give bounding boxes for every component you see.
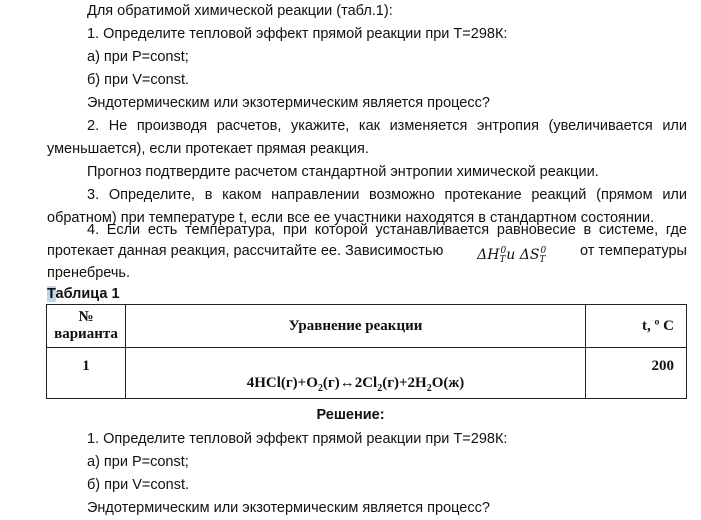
- question-4-text-a: протекает данная реакция, рассчитайте ее. Зависимостью: [47, 243, 444, 259]
- delta-h-s-formula: $\Delta H_T^0и$ $\Delta S_T^0$: [477, 246, 547, 265]
- table-caption: Таблица 1: [47, 286, 120, 302]
- text-cursor-highlight[interactable]: Т: [47, 286, 56, 302]
- question-1b: б) при V=const.: [87, 72, 190, 88]
- question-1: 1. Определите тепловой эффект прямой реакции при Т=298К:: [87, 26, 508, 42]
- question-4-line-3: пренебречь.: [47, 265, 130, 281]
- header-temperature: t, º С: [586, 305, 687, 348]
- question-1c: Эндотермическим или экзотермическим является процесс?: [87, 95, 490, 111]
- header-equation: Уравнение реакции: [126, 305, 586, 348]
- solution-question-1: 1. Определите тепловой эффект прямой реакции при Т=298К:: [87, 431, 508, 447]
- cell-variant: 1: [47, 348, 126, 399]
- question-2-forecast: Прогноз подтвердите расчетом стандартной энтропии химической реакции.: [87, 164, 599, 180]
- question-2-line-2: уменьшается), если протекает прямая реакция.: [47, 141, 369, 157]
- question-3-line-2: обратном) при температуре t, если все ее участники находятся в стандартном состоянии.: [47, 210, 655, 226]
- solution-heading: Решение:: [316, 407, 385, 423]
- question-4-line-1: 4. Если есть температура, при которой устанавливается равновесие в системе, где: [87, 222, 687, 238]
- task-intro: Для обратимой химической реакции (табл.1):: [87, 3, 393, 19]
- header-variant: № варианта: [47, 305, 126, 348]
- question-1a: а) при Р=const;: [87, 49, 189, 65]
- cell-temperature: 200: [586, 348, 687, 399]
- reaction-table: [46, 304, 687, 399]
- table-row: [47, 348, 687, 399]
- table-header-row: [47, 305, 687, 348]
- cell-equation: $4HCl(г)+O_2(г)\leftrightarrow 2Cl_2(г)+2H_2O(ж)$: [126, 348, 586, 399]
- solution-question-1c: Эндотермическим или экзотермическим является процесс?: [87, 500, 490, 516]
- question-2-line-1: 2. Не производя расчетов, укажите, как изменяется энтропия (увеличивается или: [87, 118, 687, 134]
- question-3-line-1: 3. Определите, в каком направлении возможно протекание реакций (прямом или: [87, 187, 687, 203]
- question-4-text-b: от температуры: [579, 243, 687, 259]
- solution-question-1a: а) при Р=const;: [87, 454, 189, 470]
- solution-question-1b: б) при V=const.: [87, 477, 190, 493]
